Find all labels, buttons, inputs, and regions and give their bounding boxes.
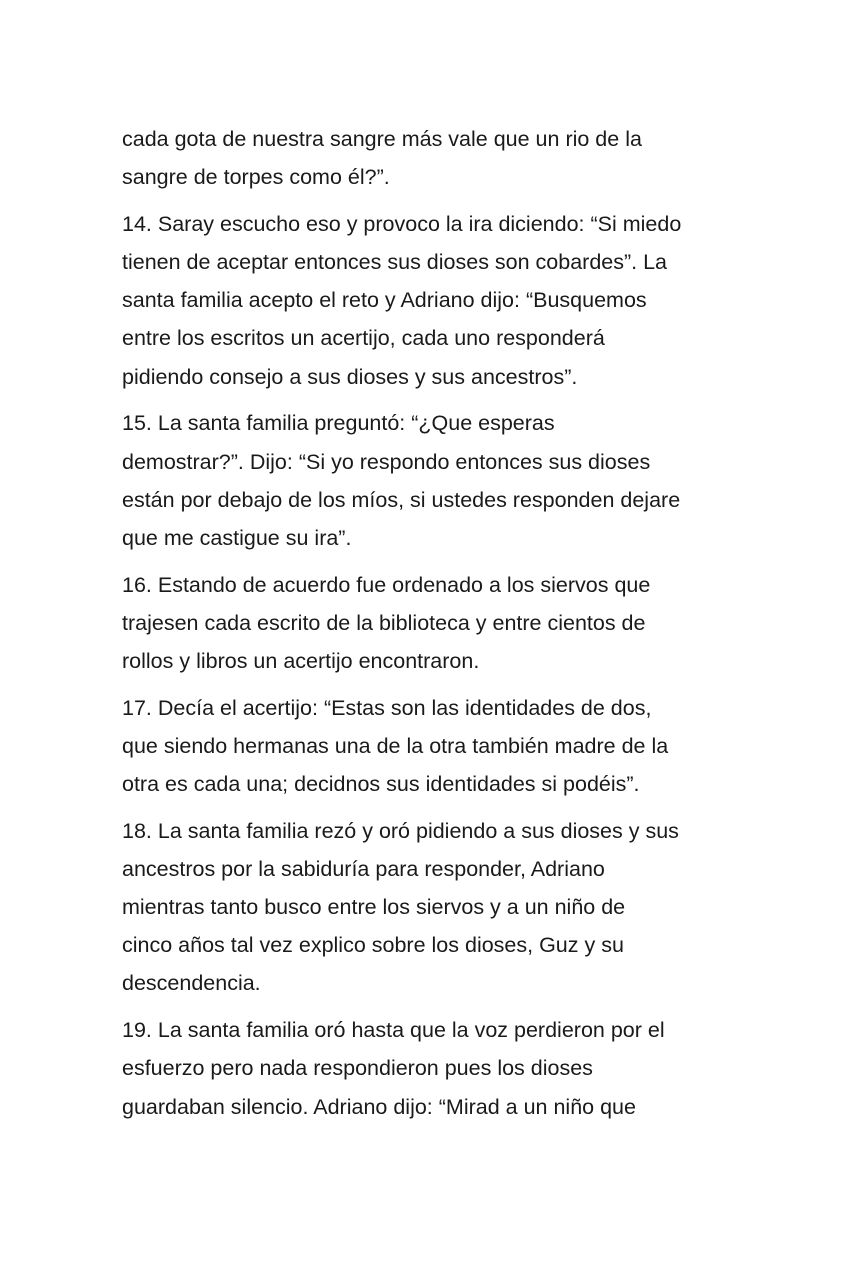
paragraph-15 (122, 404, 734, 557)
text-line: 18. La santa familia rezó y oró pidiendo a sus dioses y sus (122, 818, 679, 843)
text-line: sangre de torpes como él?”. (122, 165, 390, 190)
text-line: cada gota de nuestra sangre más vale que un rio de la (122, 127, 642, 151)
text-line: 15. La santa familia preguntó: “¿Que esperas (122, 411, 555, 436)
text-line: rollos y libros un acertijo encontraron. (122, 648, 480, 673)
text-line: que siendo hermanas una de la otra también madre de la (122, 733, 669, 758)
text-line: entre los escritos un acertijo, cada uno responderá (122, 326, 605, 351)
text-line: descendencia. (122, 971, 261, 996)
paragraph-16 (122, 566, 734, 681)
body-text (122, 120, 734, 1134)
paragraph-19 (122, 1011, 734, 1126)
text-line: ancestros por la sabiduría para responder, Adriano (122, 856, 605, 881)
text-line: 16. Estando de acuerdo fue ordenado a los siervos que (122, 572, 651, 597)
text-line: trajesen cada escrito de la biblioteca y entre cientos de (122, 610, 646, 635)
paragraph-18 (122, 812, 734, 1003)
text-line: 14. Saray escucho eso y provoco la ira diciendo: “Si miedo (122, 211, 682, 236)
text-line: otra es cada una; decidnos sus identidades si podéis”. (122, 772, 640, 796)
paragraph-17 (122, 689, 734, 804)
text-line: guardaban silencio. Adriano dijo: “Mirad a un niño que (122, 1094, 636, 1119)
text-line: tienen de aceptar entonces sus dioses son cobardes”. La (122, 250, 668, 275)
text-line: demostrar?”. Dijo: “Si yo respondo entonces sus dioses (122, 449, 651, 474)
text-line: están por debajo de los míos, si ustedes responden dejare (122, 487, 681, 512)
text-line: pidiendo consejo a sus dioses y sus ancestros”. (122, 364, 578, 389)
text-line: 19. La santa familia oró hasta que la voz perdieron por el (122, 1018, 665, 1043)
text-line: que me castigue su ira”. (122, 525, 352, 550)
paragraph-14 (122, 205, 734, 396)
text-line: esfuerzo pero nada respondieron pues los dioses (122, 1056, 593, 1081)
text-line: mientras tanto busco entre los siervos y a un niño de (122, 895, 626, 920)
text-line: santa familia acepto el reto y Adriano dijo: “Busquemos (122, 288, 647, 313)
paragraph-continuation (122, 120, 734, 196)
text-line: 17. Decía el acertijo: “Estas son las identidades de dos, (122, 695, 652, 720)
text-line: cinco años tal vez explico sobre los dioses, Guz y su (122, 933, 624, 958)
